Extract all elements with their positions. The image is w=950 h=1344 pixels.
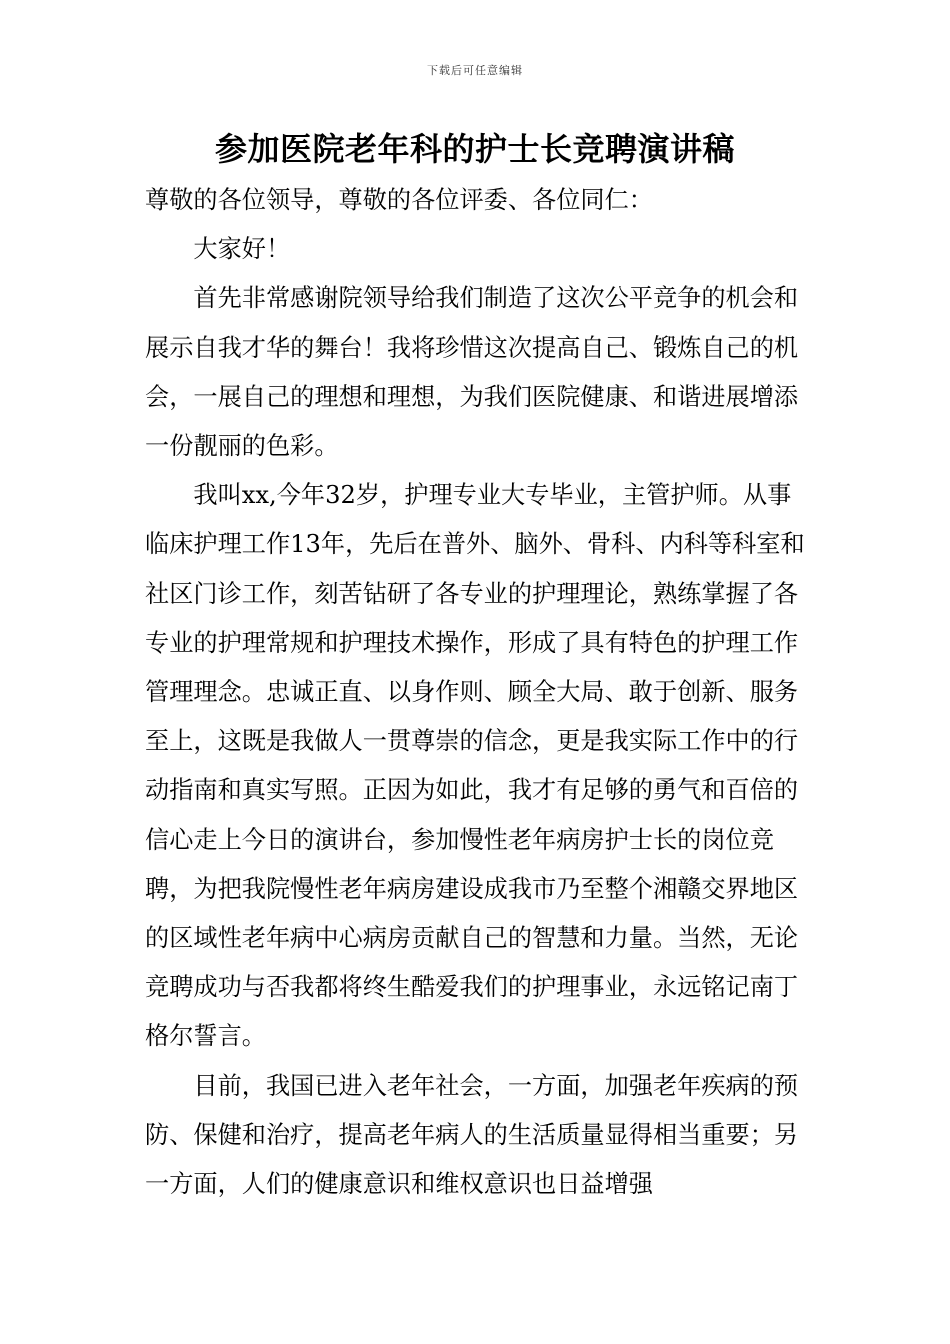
greeting: 大家好！ xyxy=(193,235,291,264)
document-body xyxy=(145,176,810,1209)
document-title: 参加医院老年科的护士长竞聘演讲稿 xyxy=(214,130,735,168)
paragraph-2: 我叫xx,今年32岁，护理专业大专毕业，主管护师。从事临床护理工作13年，先后在普外、脑外、骨科、内科等科室和社区门诊工作，刻苦钻研了各专业的护理理论，熟练掌握了各专业的护理常规和护理技术操作，形成了具有特色的护理工作管理理念。忠诚正直、以身作则、顾全大局、敢于创新、服务至上，这既是我做人一贯尊崇的信念，更是我实际工作中的行动指南和真实写照。正因为如此，我才有足够的勇气和百倍的信心走上今日的演讲台，参加慢性老年病房护士长的岗位竞聘，为把我院慢性老年病房建设成我市乃至整个湘赣交界地区的区域性老年病中心病房贡献自己的智慧和力量。当然，无论竞聘成功与否我都将终生酷爱我们的护理事业，永远铭记南丁格尔誓言。 xyxy=(145,481,805,1051)
salutation: 尊敬的各位领导，尊敬的各位评委、各位同仁： xyxy=(145,186,653,214)
paragraph-3: 目前，我国已进入老年社会，一方面，加强老年疾病的预防、保健和治疗，提高老年病人的生活质量显得相当重要；另一方面，人们的健康意识和维权意识也日益增强 xyxy=(145,1071,799,1199)
paragraph-1: 首先非常感谢院领导给我们制造了这次公平竞争的机会和展示自我才华的舞台！我将珍惜这次提高自己、锻炼自己的机会，一展自己的理想和理想，为我们医院健康、和谐进展增添一份靓丽的色彩。 xyxy=(145,284,799,461)
header-note: 下载后可任意编辑 xyxy=(427,64,523,77)
